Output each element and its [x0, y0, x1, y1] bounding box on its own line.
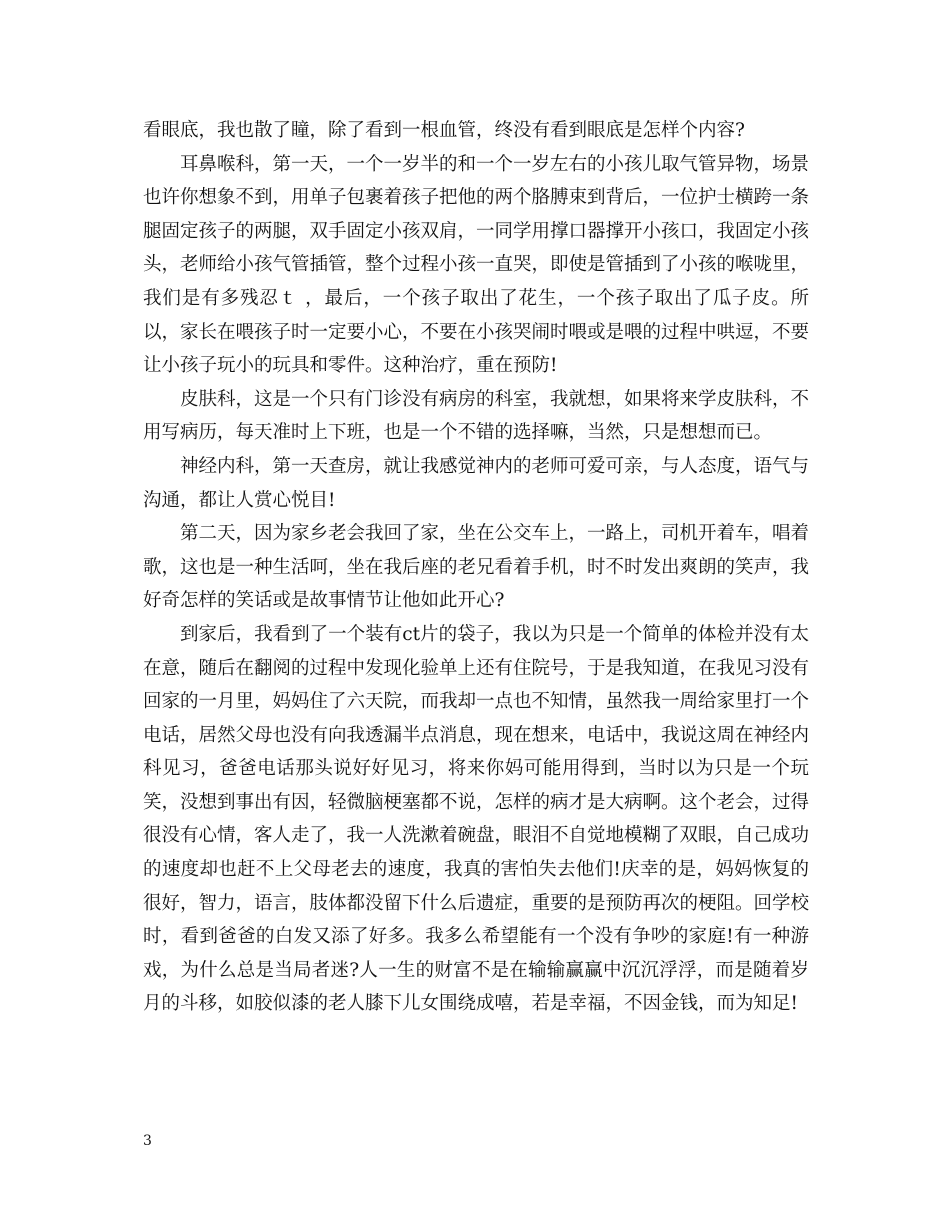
paragraph-2: 耳鼻喉科，第一天，一个一岁半的和一个一岁左右的小孩儿取气管异物，场景也许你想象不到，用单子包裹着孩子把他的两个胳膊束到背后，一位护士横跨一条腿固定孩子的两腿，双手固定小孩双肩，一同学用撑口器撑开小孩口，我固定小孩头，老师给小孩气管插管，整个过程小孩一直哭，即使是管插到了小孩的喉咙里，我们是有多残忍ｔ ，最后，一个孩子取出了花生，一个孩子取出了瓜子皮。所以，家长在喂孩子时一定要小心，不要在小孩哭闹时喂或是喂的过程中哄逗，不要让小孩子玩小的玩具和零件。这种治疗，重在预防!	[143, 153, 810, 377]
paragraph-4: 神经内科，第一天查房，就让我感觉神内的老师可爱可亲，与人态度，语气与沟通，都让人赏心悦目!	[143, 455, 810, 511]
document-body	[143, 114, 809, 1021]
page-number: 3	[143, 1133, 152, 1149]
paragraph-3: 皮肤科，这是一个只有门诊没有病房的科室，我就想，如果将来学皮肤科，不用写病历，每天准时上下班，也是一个不错的选择嘛，当然，只是想想而已。	[143, 388, 810, 444]
paragraph-1: 看眼底，我也散了瞳，除了看到一根血管，终没有看到眼底是怎样个内容?	[143, 120, 745, 141]
paragraph-5: 第二天，因为家乡老会我回了家，坐在公交车上，一路上，司机开着车，唱着歌，这也是一种生活呵，坐在我后座的老兄看着手机，时不时发出爽朗的笑声，我好奇怎样的笑话或是故事情节让他如此开心?	[143, 523, 810, 612]
paragraph-6: 到家后，我看到了一个装有ct片的袋子，我以为只是一个简单的体检并没有太在意，随后在翻阅的过程中发现化验单上还有住院号，于是我知道，在我见习没有回家的一月里，妈妈住了六天院，而我却一点也不知情，虽然我一周给家里打一个电话，居然父母也没有向我透漏半点消息，现在想来，电话中，我说这周在神经内科见习，爸爸电话那头说好好见习，将来你妈可能用得到，当时以为只是一个玩笑，没想到事出有因，轻微脑梗塞都不说，怎样的病才是大病啊。这个老会，过得很没有心情，客人走了，我一人洗漱着碗盘，眼泪不自觉地模糊了双眼，自己成功的速度却也赶不上父母老去的速度，我真的害怕失去他们!庆幸的是，妈妈恢复的很好，智力，语言，肢体都没留下什么后遗症，重要的是预防再次的梗阻。回学校时，看到爸爸的白发又添了好多。我多么希望能有一个没有争吵的家庭!有一种游戏，为什么总是当局者迷?人一生的财富不是在输输赢赢中沉沉浮浮，而是随着岁月的斗移，如胶似漆的老人膝下儿女围绕成嘻，若是幸福，不因金钱，而为知足!	[143, 623, 810, 1015]
